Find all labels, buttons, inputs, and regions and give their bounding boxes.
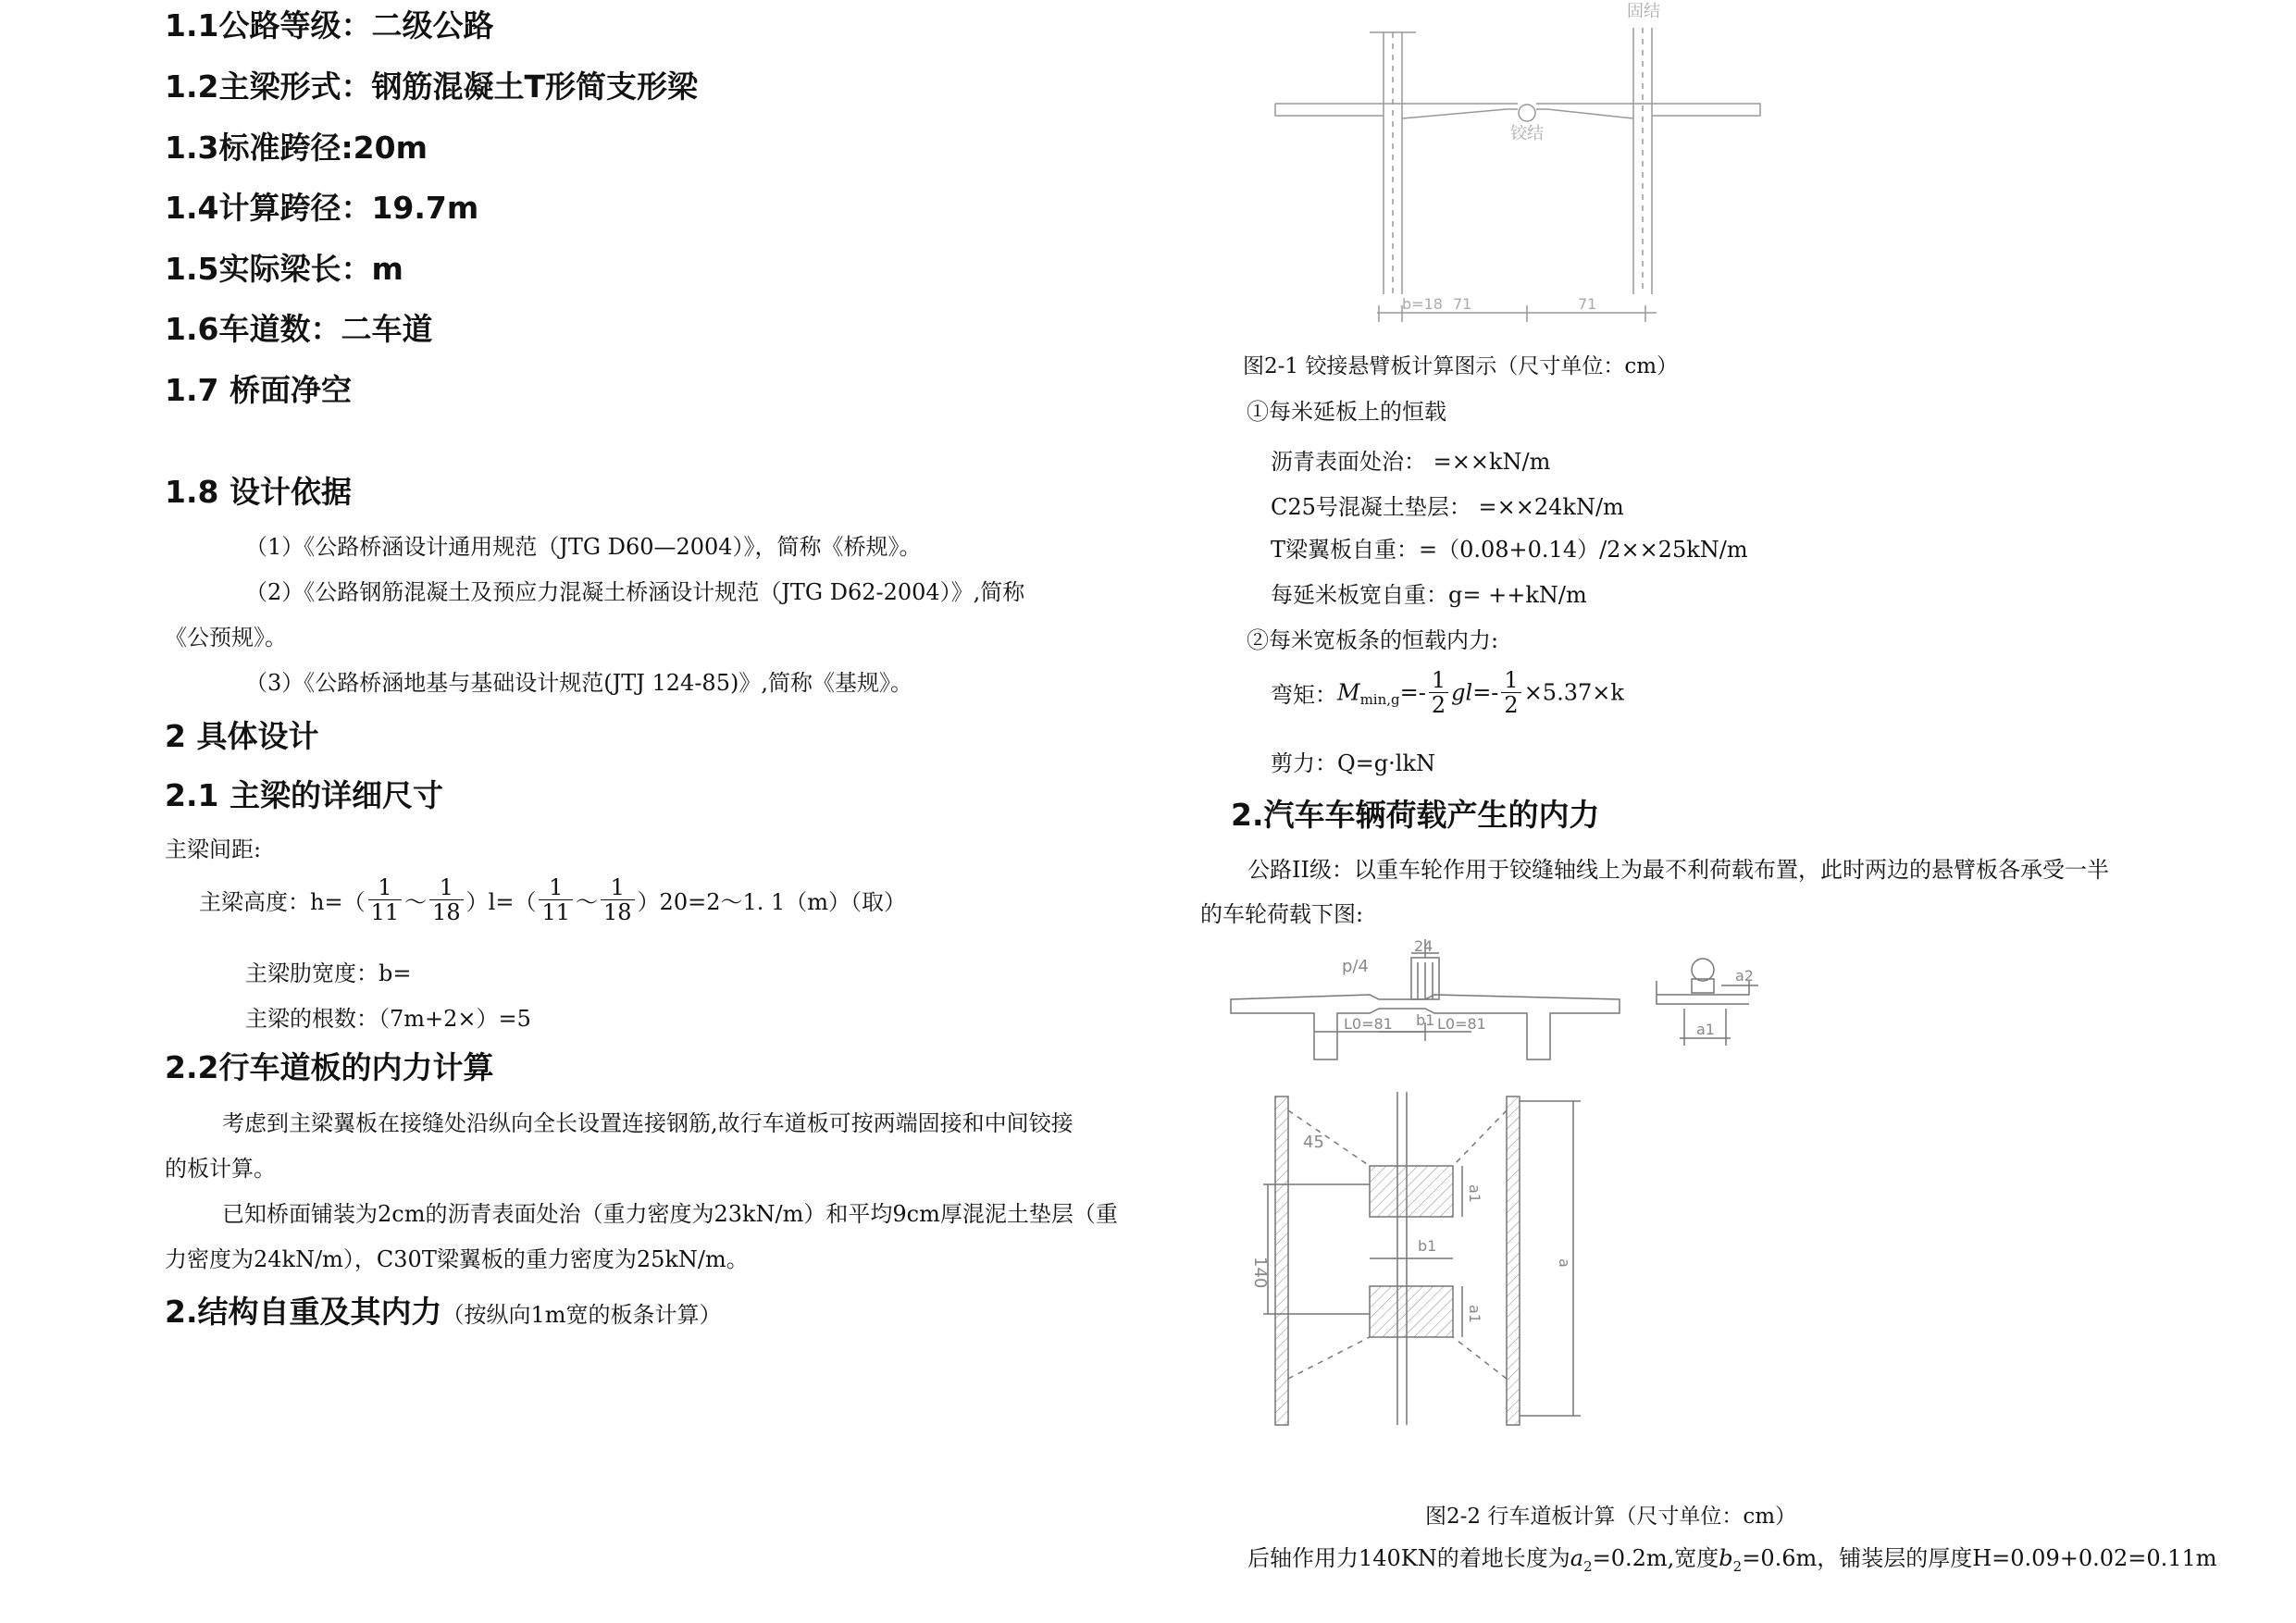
svg-text:b=18: b=18 xyxy=(1402,295,1443,313)
svg-text:71: 71 xyxy=(1578,295,1597,313)
heading-deck-slab-forces: 2.2行车道板的内力计算 xyxy=(165,1049,494,1085)
figure-2-1-caption: 图2-1 铰接悬臂板计算图示（尺寸单位：cm） xyxy=(1243,354,1679,378)
svg-text:b1: b1 xyxy=(1416,1011,1435,1029)
heading-girder-type: 1.2主梁形式：钢筋混凝土T形简支形梁 xyxy=(165,68,698,105)
dead-load-concrete: C25号混凝土垫层： =××24kN/m xyxy=(1271,494,1624,520)
dead-load-flange: T梁翼板自重：=（0.08+0.14）/2××25kN/m xyxy=(1271,537,1748,563)
heading-self-weight-note: （按纵向1m宽的板条计算） xyxy=(441,1302,722,1328)
svg-text:L0=81: L0=81 xyxy=(1344,1015,1393,1033)
reference-3: （3）《公路桥涵地基与基础设计规范(JTJ 124-85)》,简称《基规》。 xyxy=(245,670,912,696)
heading-beam-length: 1.5实际梁长：m xyxy=(165,251,403,287)
heading-girder-dimensions: 2.1 主梁的详细尺寸 xyxy=(165,777,443,813)
vehicle-paragraph-line-2: 的车轮荷载下图: xyxy=(1200,901,1364,927)
heading-design-basis: 1.8 设计依据 xyxy=(165,474,352,510)
heading-lanes: 1.6车道数：二车道 xyxy=(165,311,433,347)
svg-text:a1: a1 xyxy=(1696,1021,1715,1038)
heading-vehicle-load: 2.汽车车辆荷载产生的内力 xyxy=(1231,797,1600,833)
girder-spacing: 主梁间距: xyxy=(165,836,262,862)
girder-count: 主梁的根数：（7m+2×）=5 xyxy=(245,1006,531,1032)
svg-text:a: a xyxy=(1556,1258,1573,1268)
figure-wheel-load-section xyxy=(1222,935,1795,1064)
girder-rib-width: 主梁肋宽度：b= xyxy=(245,960,412,986)
svg-text:L0=81: L0=81 xyxy=(1437,1015,1486,1033)
svg-text:p/4: p/4 xyxy=(1342,957,1369,976)
dead-load-force-title: ②每米宽板条的恒载内力: xyxy=(1247,627,1499,653)
reference-1: （1）《公路桥涵设计通用规范（JTG D60—2004）》，简称《桥规》。 xyxy=(245,534,922,560)
vehicle-paragraph-line-1: 公路II级：以重车轮作用于铰缝轴线上为最不利荷载布置，此时两边的悬臂板各承受一半 xyxy=(1247,857,2109,883)
figure-wheel-load-plan xyxy=(1240,1092,1592,1434)
rear-axle-paragraph: 后轴作用力140KN的着地长度为$a_2=0.2m$,宽度$b_2=0.6m$，铺装层的厚度H=0.09+0.02=0.11m xyxy=(1247,1545,2217,1575)
svg-text:a2: a2 xyxy=(1735,967,1754,985)
svg-text:45: 45 xyxy=(1303,1133,1324,1152)
reference-2-cont: 《公预规》。 xyxy=(165,625,287,650)
heading-specific-design: 2 具体设计 xyxy=(165,718,319,754)
figure-2-2-caption: 图2-2 行车道板计算（尺寸单位：cm） xyxy=(1425,1505,1797,1529)
reference-2: （2）《公路钢筋混凝土及预应力混凝土桥涵设计规范（JTG D62-2004）》,简称 xyxy=(245,579,1025,605)
heading-standard-span: 1.3标准跨径:20m xyxy=(165,130,428,166)
dead-load-asphalt: 沥青表面处治： =××kN/m xyxy=(1271,449,1551,475)
svg-text:固结: 固结 xyxy=(1627,2,1660,21)
paragraph-2-line-2: 力密度为24kN/m），C30T梁翼板的重力密度为25kN/m。 xyxy=(165,1246,749,1272)
svg-text:71: 71 xyxy=(1453,295,1472,313)
heading-self-weight: 2.结构自重及其内力（按纵向1m宽的板条计算） xyxy=(165,1294,722,1330)
paragraph-1-line-1: 考虑到主梁翼板在接缝处沿纵向全长设置连接钢筋,故行车道板可按两端固接和中间铰接 xyxy=(222,1110,1074,1136)
heading-clearance: 1.7 桥面净空 xyxy=(165,372,352,408)
svg-text:a1: a1 xyxy=(1466,1305,1483,1323)
svg-text:铰结: 铰结 xyxy=(1510,124,1544,143)
svg-text:24: 24 xyxy=(1414,937,1433,955)
heading-highway-grade: 1.1公路等级：二级公路 xyxy=(165,7,494,43)
dead-load-title: ①每米延板上的恒载 xyxy=(1247,399,1446,425)
bending-moment-formula: 弯矩：$M_{min,g}=-$ $\frac{1}{2}$ gl=- $\frac{1}{2}$ ×5.37×k xyxy=(1271,667,1624,718)
dead-load-total: 每延米板宽自重：g= ++kN/m xyxy=(1271,582,1587,608)
shear-force-formula: 剪力：Q=g·lkN xyxy=(1271,750,1435,776)
paragraph-1-line-2: 的板计算。 xyxy=(165,1156,276,1182)
svg-text:a1: a1 xyxy=(1466,1184,1483,1203)
girder-height-formula: 主梁高度：h=（ $\frac{1}{11}$ ～ $\frac{1}{18}$ ）l=（ $\frac{1}{11}$ ～ $\frac{1}{18}$ ）20=2～1. 1（m）（取） xyxy=(199,874,907,925)
paragraph-2-line-1: 已知桥面铺装为2cm的沥青表面处治（重力密度为23kN/m）和平均9cm厚混泥土垫层（重 xyxy=(222,1201,1118,1227)
heading-calc-span: 1.4计算跨径：19.7m xyxy=(165,190,479,226)
svg-text:140: 140 xyxy=(1250,1257,1270,1289)
figure-hinged-cantilever xyxy=(1268,0,1786,342)
svg-text:b1: b1 xyxy=(1418,1237,1437,1255)
